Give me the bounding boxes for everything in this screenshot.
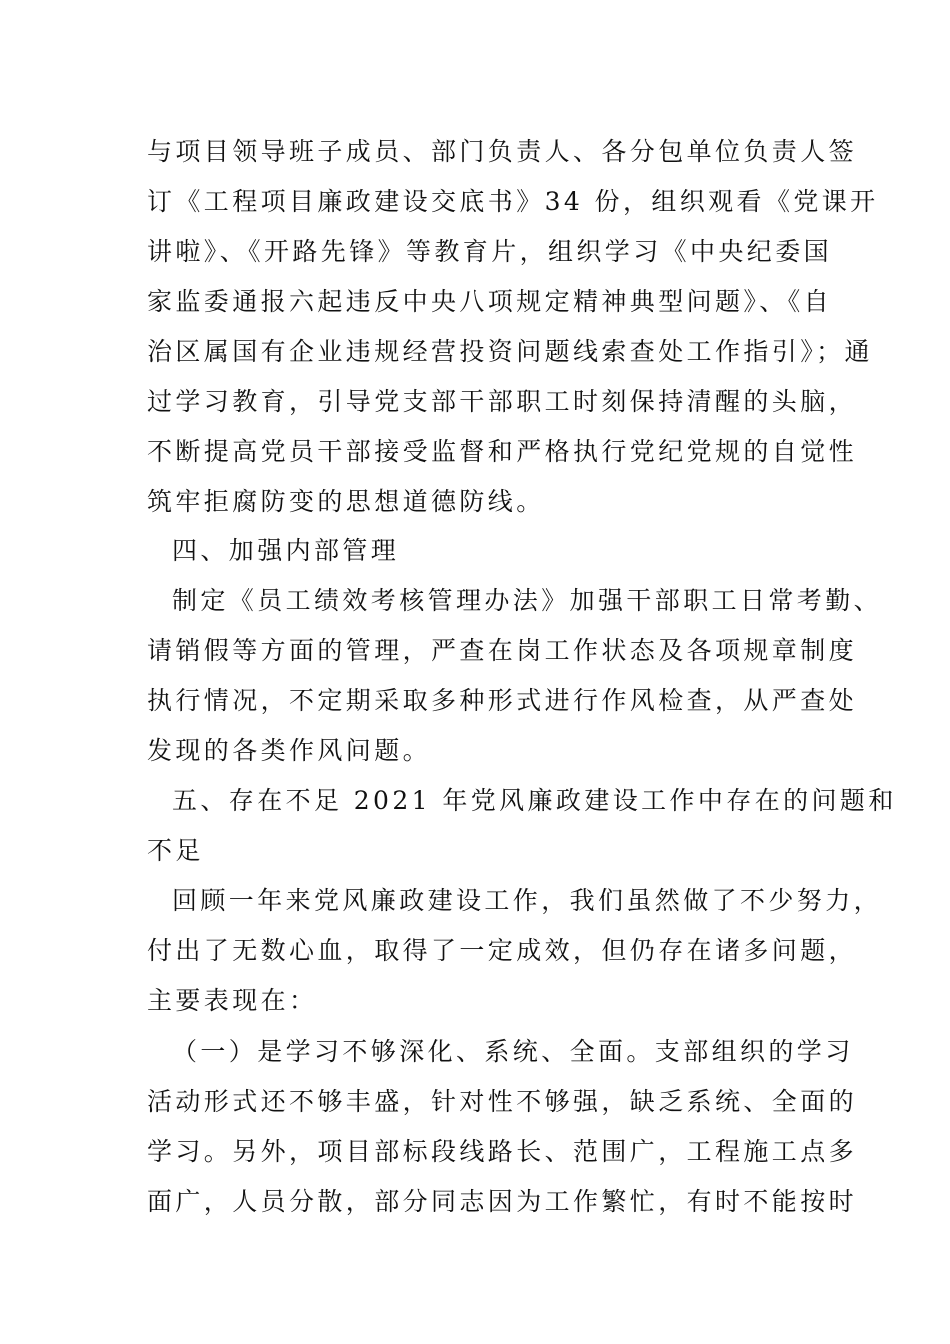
text-line: 发现的各类作风问题。 (147, 736, 432, 765)
text-line: 家监委通报六起违反中央八项规定精神典型问题》、《自 (147, 287, 833, 316)
text-line: 学习。另外，项目部标段线路长、范围广，工程施工点多 (147, 1137, 858, 1166)
text-line: 面广，人员分散，部分同志因为工作繁忙，有时不能按时 (147, 1187, 858, 1216)
text-line: 治区属国有企业违规经营投资问题线索查处工作指引》；通 (147, 337, 873, 366)
text-line: 不断提高党员干部接受监督和严格执行党纪党规的自觉性 (147, 437, 858, 466)
section-heading: 五、存在不足 2021 年党风廉政建设工作中存在的问题和 (172, 786, 897, 815)
text-line: 筑牢拒腐防变的思想道德防线。 (147, 487, 545, 516)
text-line: （一）是学习不够深化、系统、全面。支部组织的学习 (172, 1037, 854, 1066)
text-line: 讲啦》、《开路先锋》等教育片，组织学习《中央纪委国 (147, 237, 833, 266)
text-line: 过学习教育，引导党支部干部职工时刻保持清醒的头脑， (147, 387, 858, 416)
text-line: 活动形式还不够丰盛，针对性不够强，缺乏系统、全面的 (147, 1087, 858, 1116)
text-line: 执行情况，不定期采取多种形式进行作风检查，从严查处 (147, 686, 858, 715)
text-line: 订《工程项目廉政建设交底书》34 份，组织观看《党课开 (147, 187, 879, 216)
text-line: 请销假等方面的管理，严查在岗工作状态及各项规章制度 (147, 636, 858, 665)
text-line: 主要表现在： (147, 986, 318, 1015)
text-line: 与项目领导班子成员、部门负责人、各分包单位负责人签 (147, 137, 858, 166)
text-line: 回顾一年来党风廉政建设工作，我们虽然做了不少努力， (172, 886, 883, 915)
section-heading-continued: 不足 (147, 836, 204, 865)
section-heading: 四、加强内部管理 (172, 536, 400, 565)
text-line: 制定《员工绩效考核管理办法》加强干部职工日常考勤、 (172, 586, 883, 615)
text-line: 付出了无数心血，取得了一定成效，但仍存在诸多问题， (147, 936, 858, 965)
